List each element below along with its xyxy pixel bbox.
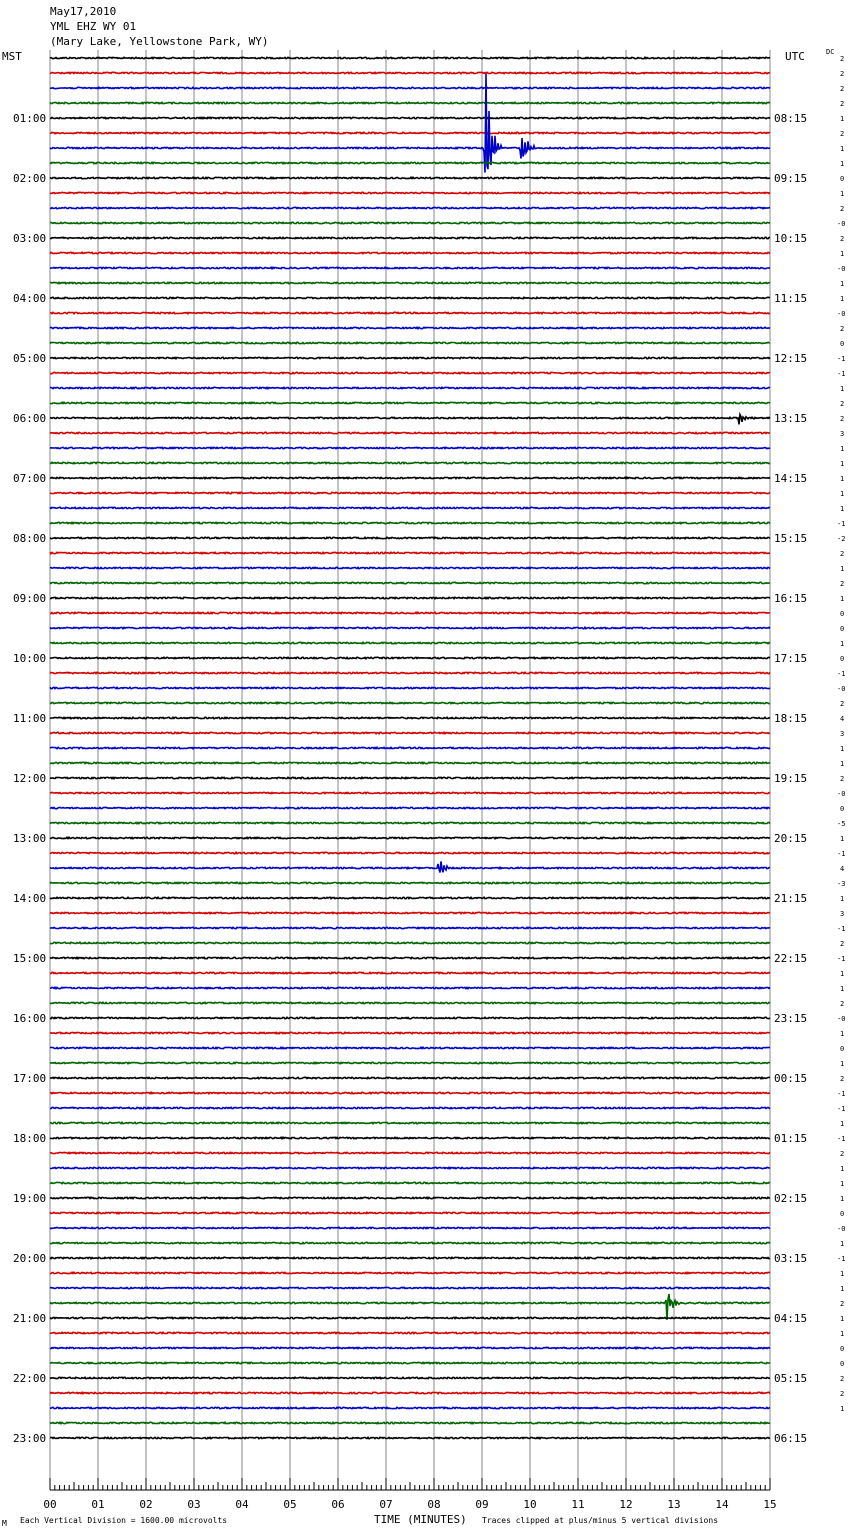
trace-31 xyxy=(50,522,770,523)
trace-43 xyxy=(50,702,770,703)
mst-hour-label: 14:00 xyxy=(13,892,47,905)
dc-offset: -1 xyxy=(837,670,846,678)
trace-45 xyxy=(50,732,770,733)
trace-10 xyxy=(50,207,770,208)
utc-hour-label: 10:15 xyxy=(774,232,808,245)
utc-hour-label: 08:15 xyxy=(774,112,808,125)
utc-hour-label: 16:15 xyxy=(774,592,808,605)
utc-hour-label: 12:15 xyxy=(774,352,808,365)
dc-offset: 1 xyxy=(840,160,845,168)
station-location: (Mary Lake, Yellowstone Park, WY) xyxy=(50,35,269,48)
station-code: YML EHZ WY 01 xyxy=(50,20,137,33)
trace-55 xyxy=(50,882,770,883)
trace-17 xyxy=(50,312,770,313)
utc-hour-label: 13:15 xyxy=(774,412,808,425)
dc-offset: 1 xyxy=(840,505,845,513)
dc-offset: 1 xyxy=(840,640,845,648)
mst-hour-label: 06:00 xyxy=(13,412,47,425)
trace-51 xyxy=(50,822,770,823)
trace-15 xyxy=(50,282,770,283)
trace-90 xyxy=(50,1407,770,1408)
dc-offset: 1 xyxy=(840,1165,845,1173)
utc-label: UTC xyxy=(785,50,805,63)
dc-offset: 0 xyxy=(840,625,845,633)
dc-offset: 1 xyxy=(840,1330,845,1338)
dc-offset: 0 xyxy=(840,1360,845,1368)
x-tick-label: 00 xyxy=(43,1498,57,1511)
dc-offset: -1 xyxy=(837,370,846,378)
mst-hour-label: 02:00 xyxy=(13,172,47,185)
dc-offset: 1 xyxy=(840,1195,845,1203)
x-tick-label: 15 xyxy=(763,1498,777,1511)
dc-offset: -0 xyxy=(837,685,846,693)
trace-33 xyxy=(50,552,770,553)
utc-hour-label: 03:15 xyxy=(774,1252,808,1265)
dc-offset: -1 xyxy=(837,850,846,858)
trace-54 xyxy=(50,861,770,872)
dc-offset: 1 xyxy=(840,1315,845,1323)
mst-hour-label: 03:00 xyxy=(13,232,47,245)
minute-gridlines xyxy=(50,50,770,1490)
trace-20 xyxy=(50,357,770,358)
trace-47 xyxy=(50,762,770,763)
trace-14 xyxy=(50,267,770,268)
dc-offset: 1 xyxy=(840,280,845,288)
mst-hour-label: 07:00 xyxy=(13,472,47,485)
dc-offset: 2 xyxy=(840,235,845,243)
trace-27 xyxy=(50,462,770,463)
dc-offset: 1 xyxy=(840,295,845,303)
x-tick-label: 06 xyxy=(331,1498,345,1511)
corner-mark: M xyxy=(2,1519,7,1528)
trace-80 xyxy=(50,1257,770,1258)
utc-hour-label: 01:15 xyxy=(774,1132,808,1145)
trace-77 xyxy=(50,1212,770,1213)
trace-24 xyxy=(50,415,770,425)
dc-offset: -1 xyxy=(837,925,846,933)
dc-offset: 3 xyxy=(840,430,845,438)
dc-offset: -1 xyxy=(837,355,846,363)
x-tick-label: 07 xyxy=(379,1498,393,1511)
dc-offset: 1 xyxy=(840,985,845,993)
trace-81 xyxy=(50,1272,770,1273)
utc-hour-label: 04:15 xyxy=(774,1312,808,1325)
dc-offset: 0 xyxy=(840,805,845,813)
clip-note: Traces clipped at plus/minus 5 vertical divisions xyxy=(482,1516,719,1525)
trace-59 xyxy=(50,942,770,943)
trace-37 xyxy=(50,612,770,613)
chart-date: May17,2010 xyxy=(50,5,117,18)
trace-13 xyxy=(50,252,770,253)
trace-46 xyxy=(50,747,770,748)
dc-offset: 1 xyxy=(840,970,845,978)
dc-offset: 4 xyxy=(840,865,845,873)
utc-hour-label: 02:15 xyxy=(774,1192,808,1205)
x-tick-label: 04 xyxy=(235,1498,249,1511)
dc-offset: -1 xyxy=(837,1255,846,1263)
trace-72 xyxy=(50,1137,770,1138)
mst-hour-label: 13:00 xyxy=(13,832,47,845)
dc-offset: 1 xyxy=(840,460,845,468)
trace-87 xyxy=(50,1362,770,1363)
trace-48 xyxy=(50,777,770,778)
time-axis xyxy=(43,1478,776,1511)
dc-offset: 2 xyxy=(840,85,845,93)
trace-1 xyxy=(50,72,770,73)
trace-3 xyxy=(50,102,770,103)
dc-offset: 2 xyxy=(840,940,845,948)
trace-71 xyxy=(50,1122,770,1123)
dc-offset: -0 xyxy=(837,1225,846,1233)
trace-65 xyxy=(50,1032,770,1033)
trace-53 xyxy=(50,852,770,853)
trace-86 xyxy=(50,1347,770,1348)
trace-30 xyxy=(50,507,770,508)
x-tick-label: 12 xyxy=(619,1498,633,1511)
trace-11 xyxy=(50,222,770,223)
dc-offset: 1 xyxy=(840,250,845,258)
trace-76 xyxy=(50,1197,770,1198)
utc-hour-label: 18:15 xyxy=(774,712,808,725)
trace-21 xyxy=(50,372,770,373)
trace-5 xyxy=(50,132,770,133)
mst-hour-label: 18:00 xyxy=(13,1132,47,1145)
trace-84 xyxy=(50,1317,770,1318)
trace-74 xyxy=(50,1167,770,1168)
dc-offset: 2 xyxy=(840,325,845,333)
dc-offset: 1 xyxy=(840,1120,845,1128)
dc-offset: -2 xyxy=(837,535,846,543)
mst-hour-label: 10:00 xyxy=(13,652,47,665)
trace-23 xyxy=(50,402,770,403)
dc-offset: -0 xyxy=(837,790,846,798)
dc-offset: 3 xyxy=(840,910,845,918)
trace-58 xyxy=(50,927,770,928)
dc-offset: 2 xyxy=(840,400,845,408)
dc-offset: 2 xyxy=(840,415,845,423)
dc-offset: 1 xyxy=(840,835,845,843)
dc-offset: 4 xyxy=(840,715,845,723)
seismic-traces xyxy=(50,57,770,1438)
dc-offset: 1 xyxy=(840,490,845,498)
trace-50 xyxy=(50,807,770,808)
dc-offset: 2 xyxy=(840,550,845,558)
trace-28 xyxy=(50,477,770,478)
trace-32 xyxy=(50,537,770,538)
dc-offset: 2 xyxy=(840,1390,845,1398)
dc-offset: 2 xyxy=(840,775,845,783)
dc-offset: -0 xyxy=(837,265,846,273)
utc-hour-label: 23:15 xyxy=(774,1012,808,1025)
x-tick-label: 09 xyxy=(475,1498,489,1511)
mst-hour-label: 17:00 xyxy=(13,1072,47,1085)
trace-29 xyxy=(50,492,770,493)
dc-offset: 1 xyxy=(840,1030,845,1038)
dc-offset: 1 xyxy=(840,1405,845,1413)
x-tick-label: 03 xyxy=(187,1498,201,1511)
trace-36 xyxy=(50,597,770,598)
dc-offset: 0 xyxy=(840,655,845,663)
dc-offset: 0 xyxy=(840,1045,845,1053)
utc-hour-label: 15:15 xyxy=(774,532,808,545)
trace-12 xyxy=(50,237,770,238)
mst-hour-label: 19:00 xyxy=(13,1192,47,1205)
mst-hour-label: 04:00 xyxy=(13,292,47,305)
dc-offset: 2 xyxy=(840,205,845,213)
mst-label: MST xyxy=(2,50,22,63)
dc-offset: 2 xyxy=(840,100,845,108)
trace-22 xyxy=(50,387,770,388)
dc-offset: 2 xyxy=(840,1150,845,1158)
trace-49 xyxy=(50,792,770,793)
dc-offset: -1 xyxy=(837,520,846,528)
utc-hour-label: 11:15 xyxy=(774,292,808,305)
mst-hour-label: 21:00 xyxy=(13,1312,47,1325)
x-tick-label: 08 xyxy=(427,1498,441,1511)
dc-offset: 2 xyxy=(840,1300,845,1308)
utc-hour-label: 06:15 xyxy=(774,1432,808,1445)
trace-62 xyxy=(50,987,770,988)
mst-hour-label: 09:00 xyxy=(13,592,47,605)
trace-38 xyxy=(50,627,770,628)
dc-offset: 1 xyxy=(840,565,845,573)
dc-offset: 1 xyxy=(840,895,845,903)
trace-75 xyxy=(50,1182,770,1183)
dc-offset: 1 xyxy=(840,475,845,483)
dc-offset: 1 xyxy=(840,190,845,198)
dc-offset: 2 xyxy=(840,130,845,138)
dc-offset: 1 xyxy=(840,1240,845,1248)
trace-19 xyxy=(50,342,770,343)
dc-offset: 2 xyxy=(840,55,845,63)
dc-offset: 1 xyxy=(840,385,845,393)
dc-offset: -1 xyxy=(837,1090,846,1098)
dc-offset: 1 xyxy=(840,745,845,753)
trace-68 xyxy=(50,1077,770,1078)
dc-offset: -3 xyxy=(837,880,846,888)
trace-66 xyxy=(50,1047,770,1048)
trace-25 xyxy=(50,432,770,433)
dc-offset: 1 xyxy=(840,1270,845,1278)
utc-hour-label: 20:15 xyxy=(774,832,808,845)
dc-offset: 1 xyxy=(840,1180,845,1188)
trace-63 xyxy=(50,1002,770,1003)
dc-label: DC xyxy=(826,48,835,56)
trace-26 xyxy=(50,447,770,448)
dc-offset: 1 xyxy=(840,760,845,768)
dc-offset: 2 xyxy=(840,1000,845,1008)
trace-42 xyxy=(50,687,770,688)
x-tick-label: 02 xyxy=(139,1498,153,1511)
dc-offset: -0 xyxy=(837,1015,846,1023)
utc-hour-label: 00:15 xyxy=(774,1072,808,1085)
utc-hour-label: 05:15 xyxy=(774,1372,808,1385)
mst-hour-label: 01:00 xyxy=(13,112,47,125)
trace-67 xyxy=(50,1062,770,1063)
dc-offset: 2 xyxy=(840,700,845,708)
dc-offset: 1 xyxy=(840,1060,845,1068)
mst-hour-label: 20:00 xyxy=(13,1252,47,1265)
dc-offset: 1 xyxy=(840,1285,845,1293)
trace-44 xyxy=(50,717,770,718)
dc-offset: -1 xyxy=(837,1135,846,1143)
trace-83 xyxy=(50,1294,770,1320)
trace-56 xyxy=(50,897,770,898)
trace-88 xyxy=(50,1377,770,1378)
trace-89 xyxy=(50,1392,770,1393)
x-tick-label: 11 xyxy=(571,1498,585,1511)
dc-offset: 1 xyxy=(840,595,845,603)
trace-52 xyxy=(50,837,770,838)
trace-64 xyxy=(50,1017,770,1018)
dc-offset: 2 xyxy=(840,1075,845,1083)
trace-8 xyxy=(50,177,770,178)
trace-9 xyxy=(50,192,770,193)
trace-2 xyxy=(50,87,770,88)
trace-39 xyxy=(50,642,770,643)
utc-hour-label: 17:15 xyxy=(774,652,808,665)
mst-hour-label: 05:00 xyxy=(13,352,47,365)
mst-hour-label: 11:00 xyxy=(13,712,47,725)
dc-offset: 2 xyxy=(840,1375,845,1383)
trace-91 xyxy=(50,1422,770,1423)
mst-hour-label: 22:00 xyxy=(13,1372,47,1385)
dc-offset: 1 xyxy=(840,115,845,123)
x-tick-label: 13 xyxy=(667,1498,681,1511)
trace-61 xyxy=(50,972,770,973)
dc-offset: 3 xyxy=(840,730,845,738)
mst-hour-label: 16:00 xyxy=(13,1012,47,1025)
mst-hour-label: 15:00 xyxy=(13,952,47,965)
mst-hour-label: 23:00 xyxy=(13,1432,47,1445)
scale-note: Each Vertical Division = 1600.00 microvolts xyxy=(20,1516,228,1525)
dc-offset: 0 xyxy=(840,1210,845,1218)
dc-offset: 0 xyxy=(840,340,845,348)
dc-offset: 1 xyxy=(840,445,845,453)
utc-hour-label: 14:15 xyxy=(774,472,808,485)
trace-85 xyxy=(50,1332,770,1333)
utc-hour-label: 22:15 xyxy=(774,952,808,965)
trace-16 xyxy=(50,297,770,298)
dc-offset: -1 xyxy=(837,955,846,963)
trace-0 xyxy=(50,57,770,58)
x-tick-label: 05 xyxy=(283,1498,297,1511)
dc-offset: 0 xyxy=(840,175,845,183)
trace-18 xyxy=(50,327,770,328)
trace-41 xyxy=(50,672,770,673)
utc-hour-label: 09:15 xyxy=(774,172,808,185)
dc-offset: 1 xyxy=(840,145,845,153)
dc-offset: 2 xyxy=(840,70,845,78)
trace-79 xyxy=(50,1242,770,1243)
trace-92 xyxy=(50,1437,770,1438)
trace-35 xyxy=(50,582,770,583)
trace-57 xyxy=(50,912,770,913)
x-tick-label: 14 xyxy=(715,1498,729,1511)
trace-70 xyxy=(50,1107,770,1108)
x-tick-label: 01 xyxy=(91,1498,105,1511)
trace-78 xyxy=(50,1227,770,1228)
dc-offset: 2 xyxy=(840,580,845,588)
dc-offset: 0 xyxy=(840,610,845,618)
trace-82 xyxy=(50,1287,770,1288)
dc-offset-labels xyxy=(837,55,845,1413)
trace-73 xyxy=(50,1152,770,1153)
utc-hour-label: 21:15 xyxy=(774,892,808,905)
trace-34 xyxy=(50,567,770,568)
dc-offset: -0 xyxy=(837,310,846,318)
x-axis-label: TIME (MINUTES) xyxy=(374,1513,467,1526)
x-tick-label: 10 xyxy=(523,1498,537,1511)
mst-hour-label: 12:00 xyxy=(13,772,47,785)
utc-hour-label: 19:15 xyxy=(774,772,808,785)
trace-69 xyxy=(50,1092,770,1093)
dc-offset: 0 xyxy=(840,1345,845,1353)
trace-4 xyxy=(50,117,770,118)
dc-offset: -0 xyxy=(837,220,846,228)
dc-offset: -5 xyxy=(837,820,846,828)
trace-40 xyxy=(50,657,770,658)
trace-7 xyxy=(50,162,770,163)
dc-offset: -1 xyxy=(837,1105,846,1113)
mst-hour-label: 08:00 xyxy=(13,532,47,545)
trace-60 xyxy=(50,957,770,958)
